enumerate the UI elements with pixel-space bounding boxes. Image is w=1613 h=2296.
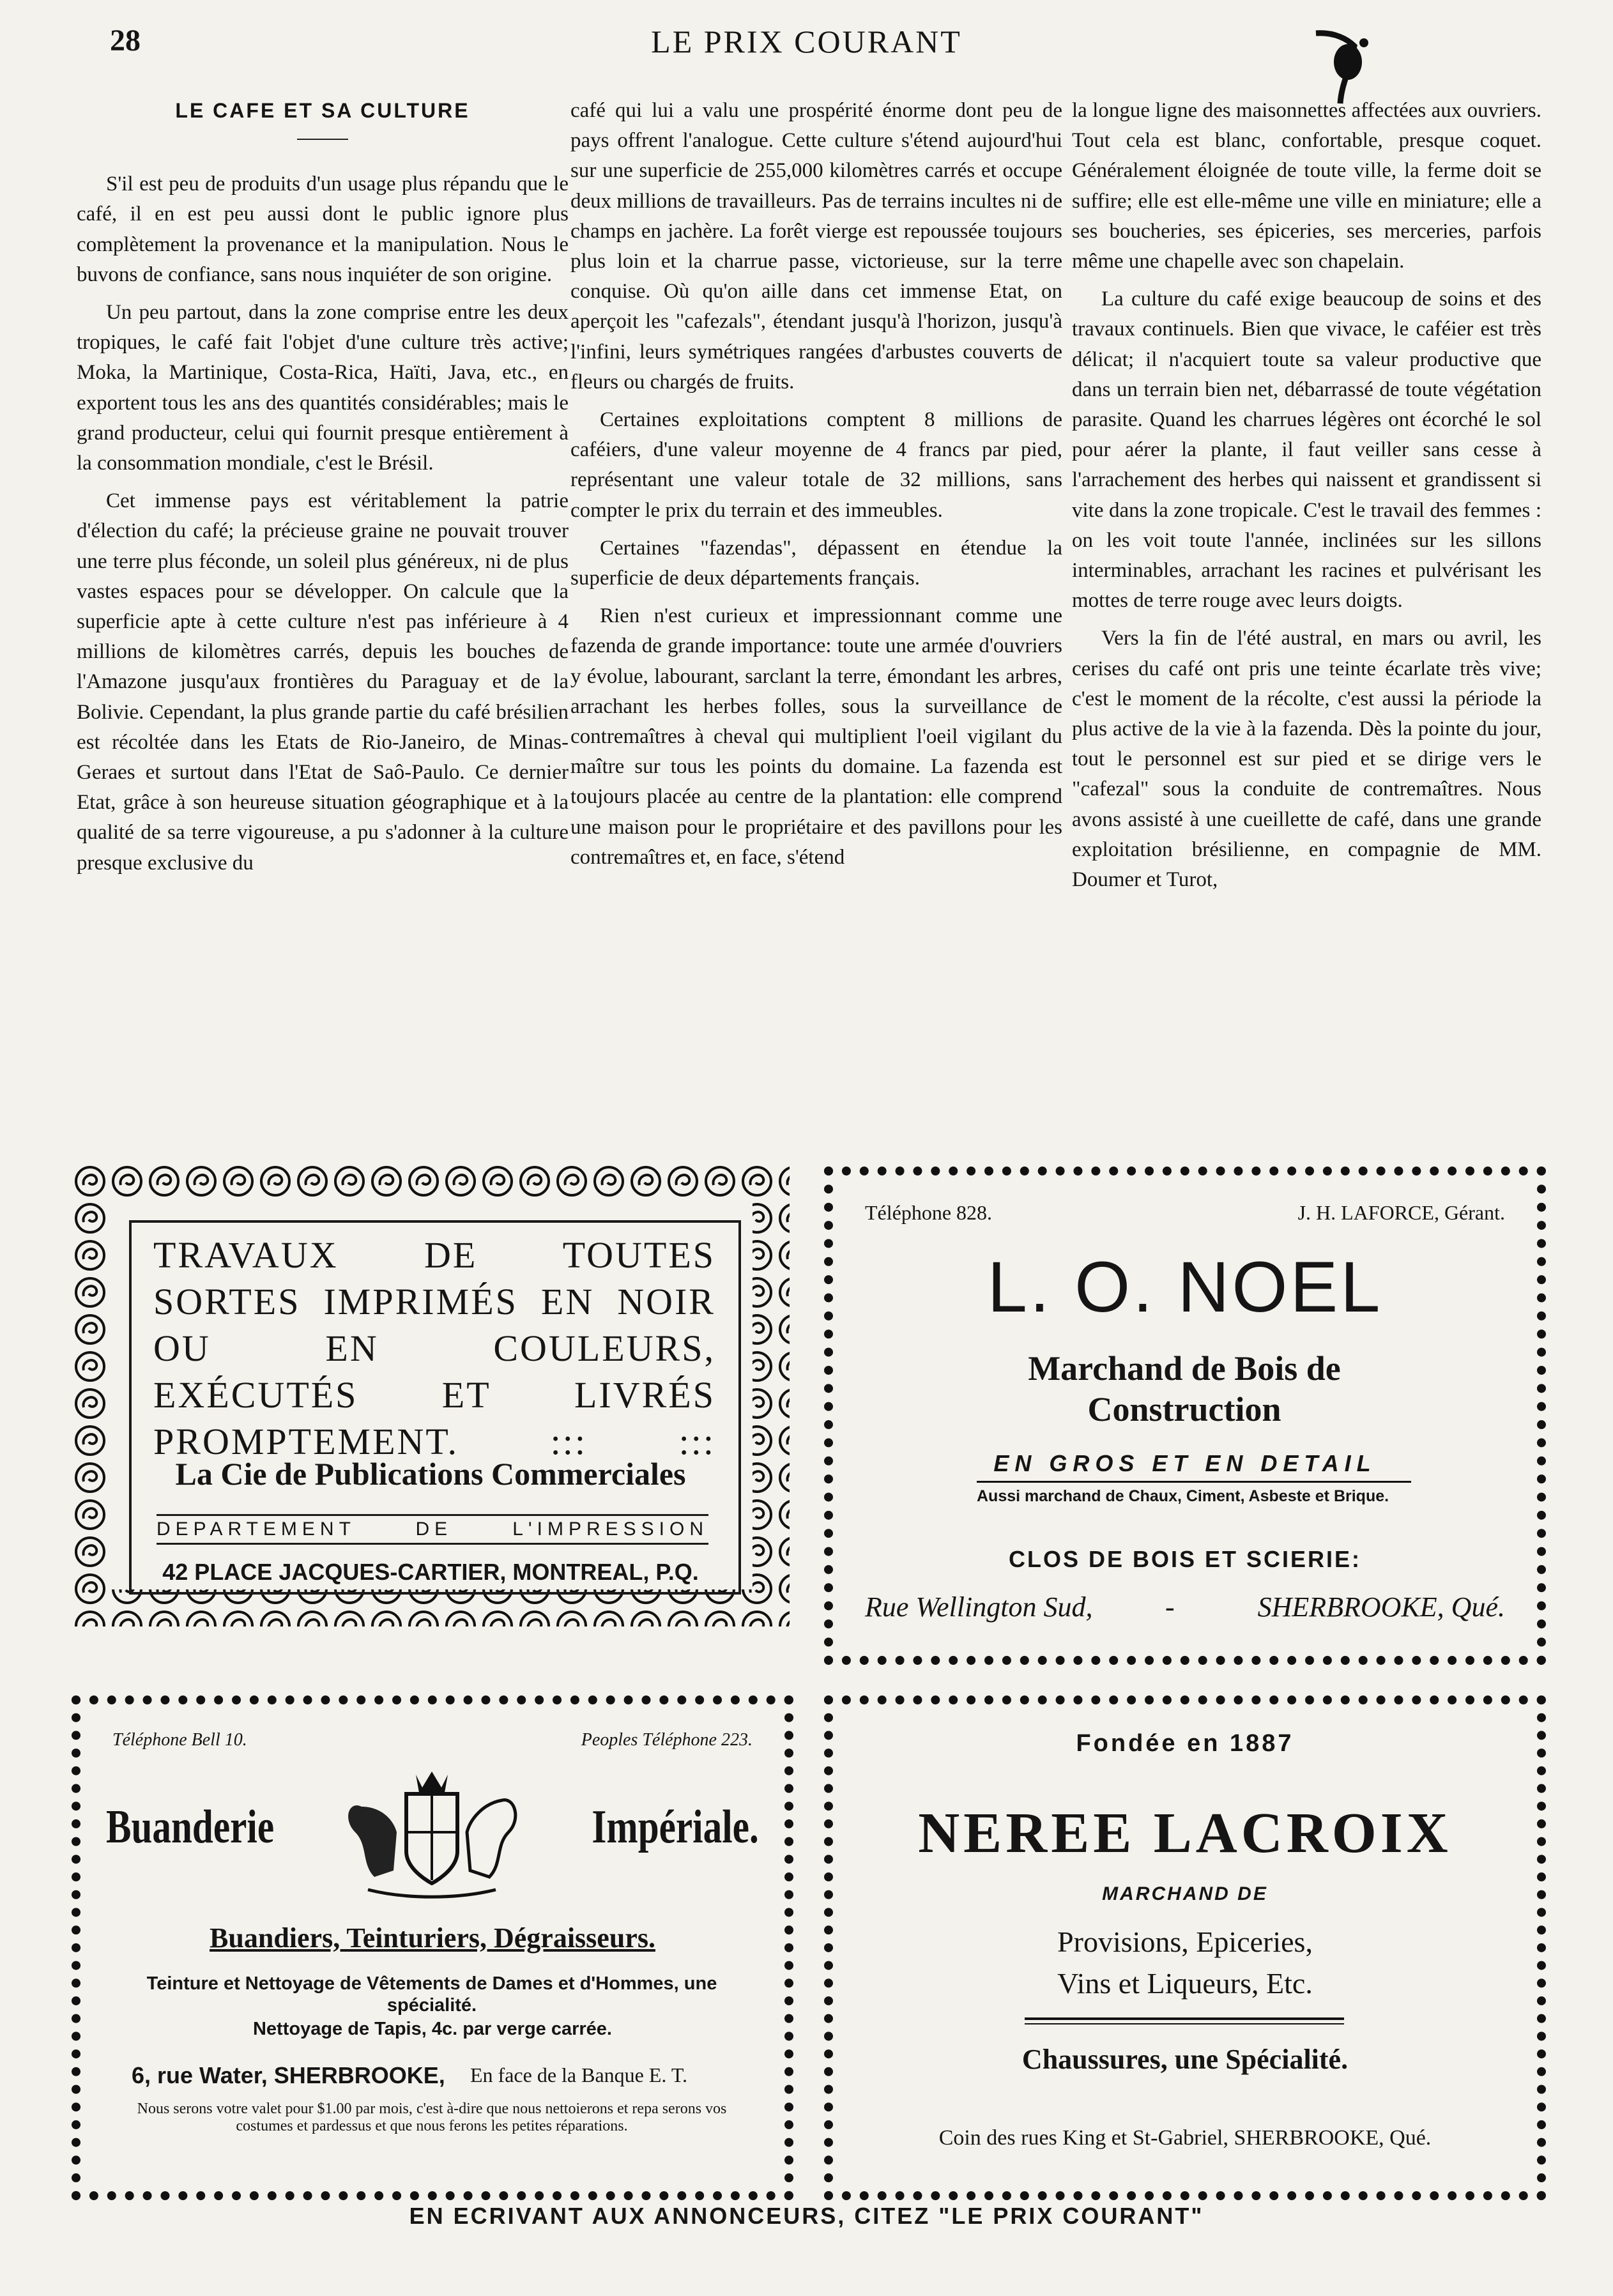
ad-lacroix-founded: Fondée en 1887: [1076, 1730, 1294, 1757]
divider: [977, 1481, 1411, 1483]
ad-buanderie-carpets: Nettoyage de Tapis, 4c. par verge carrée.: [252, 2019, 612, 2039]
paragraph: Cet immense pays est véritablement la patrie d'élection du café; la précieuse graine ne pouvait trouver une terre plus féconde, un soleil plus généreux, ni de plus vastes espaces pour se développer. On calcule que la superficie apte à cette culture n'est pas inférieure à 4 millions de kilomètres carrés, depuis les bouches de l'Amazone jusqu'aux frontières du Paraguay et de la Bolivie. Cependant, la plus grande partie du café brésilien est récoltée dans les Etats de Rio-Janeiro, de Minas-Geraes et surtout dans l'Etat de Saô-Paulo. Ce dernier Etat, grâce à son heureuse situation géographique et à la qualité de sa terre vigoureuse, a pu s'adonner à la culture presque exclusive du: [77, 489, 569, 875]
footer-notice: EN ECRIVANT AUX ANNONCEURS, CITEZ "LE PRIX COURANT": [409, 2203, 1204, 2229]
ad-noel-also: Aussi marchand de Chaux, Ciment, Asbeste et Brique.: [977, 1487, 1389, 1505]
ad-noel-dash: -: [1165, 1591, 1175, 1623]
ad-lacroix-address: Coin des rues King et St-Gabriel, SHERBROOKE, Qué.: [938, 2126, 1432, 2150]
ad-buanderie-address-note: En face de la Banque E. T.: [470, 2063, 687, 2086]
paragraph: Certaines exploitations comptent 8 millions de caféiers, d'une valeur moyenne de 4 francs par pied, représentant une valeur totale de 32 millions, sans compter le prix du terrain et des immeubles.: [570, 408, 1062, 522]
ad-buanderie-tel-bell: Téléphone Bell 10.: [112, 1730, 247, 1750]
paragraph: S'il est peu de produits d'un usage plus répandu que le café, il en est peu aussi dont le public ignore plus complètement la provenance et la manipulation. Nous le buvons de confiance, sans nous inquiéter de son origine.: [77, 172, 569, 286]
title-rule: [297, 139, 348, 140]
ad-noel-trade: Marchand de Bois de Construction: [1028, 1349, 1341, 1428]
ad-lacroix-goods1: Provisions, Epiceries,: [1057, 1925, 1313, 1958]
ad-noel-manager: J. H. LAFORCE, Gérant.: [1297, 1201, 1505, 1224]
divider: [1025, 2017, 1344, 2024]
ad-noel-name: L. O. NOEL: [987, 1247, 1383, 1327]
ad-noel-yard: CLOS DE BOIS ET SCIERIE:: [1008, 1546, 1362, 1572]
ad-buanderie-name-left: Buanderie: [106, 1801, 275, 1853]
ad-buanderie-tel-peoples: Peoples Téléphone 223.: [581, 1730, 753, 1750]
ad-printing-address: 42 PLACE JACQUES-CARTIER, MONTREAL, P.Q.: [162, 1559, 699, 1585]
ad-lacroix-name: NEREE LACROIX: [918, 1802, 1452, 1865]
ad-buanderie-name-right: Impériale.: [592, 1801, 759, 1853]
page-number: 28: [110, 24, 141, 57]
royal-coat-of-arms-icon: [323, 1762, 540, 1902]
paragraph: café qui lui a valu une prospérité énorme dont peu de pays offrent l'analogue. Cette culture s'étend aujourd'hui sur une superficie de 255,000 kilomètres carrés et occupe deux millions de travailleurs. Pas de terrains incultes ni de champs en jachère. La forêt vierge est repoussée toujours plus loin et la charrue passe, victorieuse, sur la terre conquise. Où qu'on aille dans cet immense Etat, on aperçoit les "cafezals", étendant jusqu'à l'horizon, jusqu'à l'infini, leurs symétriques rangées d'arbustes couverts de fleurs ou chargés de fruits.: [570, 99, 1062, 394]
ad-noel-street: Rue Wellington Sud,: [865, 1591, 1093, 1623]
ad-noel-wholesale: EN GROS ET EN DETAIL: [993, 1450, 1377, 1476]
ad-lacroix: [824, 1695, 1546, 2200]
article-column-1: [77, 96, 569, 886]
ad-buanderie: [72, 1695, 793, 2200]
ad-noel: [824, 1167, 1546, 1665]
article-column-2: [570, 96, 1062, 880]
ad-lacroix-goods2: Vins et Liqueurs, Etc.: [1057, 1967, 1313, 2000]
journal-title: LE PRIX COURANT: [651, 24, 962, 59]
paragraph: Rien n'est curieux et impressionnant comme une fazenda de grande importance: toute une armée d'ouvriers y évolue, labourant, sarclant la terre, émondant les arbres, arrachant les herbes folles, sous la surveillance de contremaîtres à cheval qui multiplient l'oeil vigilant du maître sur tous les points du domaine. La fazenda est toujours placée au centre de la plantation: elle comprend une maison pour le propriétaire et des pavillons pour les contremaîtres et, en face, s'étend: [570, 604, 1062, 869]
ad-noel-city: SHERBROOKE, Qué.: [1257, 1591, 1505, 1623]
paragraph: Certaines "fazendas", dépassent en étendue la superficie de deux départements français.: [570, 536, 1062, 590]
ad-printing-headline: TRAVAUX DE TOUTES SORTES IMPRIMÉS EN NOIR OU EN COULEURS, EXÉCUTÉS ET LIVRÉS PROMPTEMENT. ::: :::: [153, 1234, 715, 1462]
article-column-3: [1072, 96, 1541, 903]
ad-lacroix-trade: MARCHAND DE: [1102, 1883, 1268, 1904]
ad-printing-department: DEPARTEMENT DE L'IMPRESSION: [157, 1514, 708, 1545]
ad-buanderie-dyeing: Teinture et Nettoyage de Vêtements de Dames et d'Hommes, une spécialité.: [146, 1973, 717, 2016]
paragraph: La culture du café exige beaucoup de soins et des travaux continuels. Bien que vivace, le caféier est très délicat; il n'acquiert toute sa valeur productive que dans un terrain bien net, débarrassé de toute végétation parasite. Quand les charrues légères ont écorché le sol pour aérer la plante, il faut veiller sans cesse à l'arrachement des herbes qui naissent et grandissent si vite dans la zone tropicale. C'est le travail des femmes : on les voit toute l'année, inclinées sur les sillons interminables, arrachant les racines et pulvérisant les mottes de terre rouge avec leurs doigts.: [1072, 287, 1541, 613]
ad-buanderie-address: 6, rue Water, SHERBROOKE,: [132, 2062, 445, 2088]
article-title: LE CAFE ET SA CULTURE: [175, 99, 470, 122]
paragraph: la longue ligne des maisonnettes affectées aux ouvriers. Tout cela est blanc, confortable, presque coquet. Généralement éloignée de toute ville, la ferme doit se suffire; elle est elle-même une ville en miniature; elle a ses boucheries, ses épiceries, ses merceries, parfois même une chapelle avec son chapelain.: [1072, 99, 1541, 273]
ad-buanderie-trades: Buandiers, Teinturiers, Dégraisseurs.: [210, 1922, 655, 1954]
ad-lacroix-shoes: Chaussures, une Spécialité.: [1021, 2044, 1349, 2075]
paragraph: Un peu partout, dans la zone comprise entre les deux tropiques, le café fait l'objet d'une culture très active; Moka, la Martinique, Costa-Rica, Haïti, Java, etc., en exportent tous les ans des quantités considérables; mais le grand producteur, celui qui fournit presque entièrement à la consommation mondiale, c'est le Brésil.: [77, 301, 569, 475]
ad-noel-telephone: Téléphone 828.: [865, 1201, 993, 1224]
ad-printing-company: La Cie de Publications Commerciales: [175, 1456, 686, 1492]
ad-buanderie-valet: Nous serons votre valet pour $1.00 par mois, c'est à-dire que nous nettoierons et repa serons vos costumes et pardessus et que nous ferons les petites réparations.: [137, 2101, 727, 2134]
paragraph: Vers la fin de l'été austral, en mars ou avril, les cerises du café ont pris une teinte écarlate très vive; c'est le moment de la récolte, c'est aussi la période la plus active de la vie à la fazenda. Dès la pointe du jour, tout le personnel est sur pied et se dirige vers le "cafezal" sous la conduite de contremaîtres. Nous avons assisté à une cueillette de café, dans une grande exploitation brésilienne, en compagnie de MM. Doumer et Turot,: [1072, 627, 1541, 892]
